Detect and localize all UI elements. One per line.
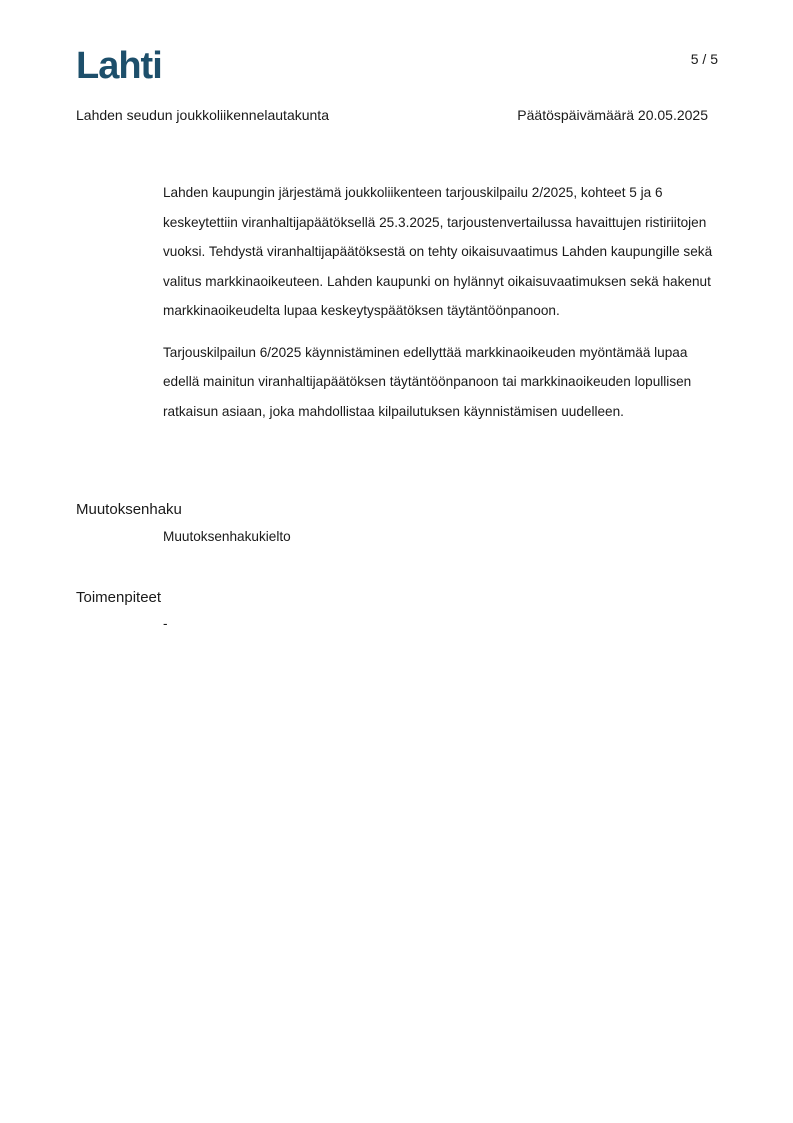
section-value-muutoksenhaku: Muutoksenhakukielto — [163, 529, 291, 544]
lahti-logo — [76, 44, 168, 84]
lahti-logo-mark — [76, 44, 168, 84]
section-heading-muutoksenhaku: Muutoksenhaku — [76, 501, 182, 518]
page-number: 5 / 5 — [690, 51, 718, 67]
section-value-toimenpiteet: - — [163, 616, 168, 631]
document-header — [76, 107, 708, 123]
section-heading-toimenpiteet: Toimenpiteet — [76, 589, 162, 606]
decision-body — [163, 178, 723, 438]
body-paragraph: Lahden kaupungin järjestämä joukkoliikenteen tarjouskilpailu 2/2025, kohteet 5 ja 6 keskeytettiin viranhaltijapäätöksellä 25.3.2025, tarjoustenvertailussa havaittujen ristiriitojen vuoksi. Tehdystä viranhaltijapäätöksestä on tehty oikaisuvaatimus Lahden kaupungille sekä valitus markkinaoikeuteen. Lahden kaupunki on hylännyt oikaisuvaatimuksen sekä hakenut markkinaoikeudelta lupaa keskeytyspäätöksen täytäntöönpanoon. — [163, 185, 713, 318]
organization-name: Lahden seudun joukkoliikennelautakunta — [76, 107, 329, 123]
body-paragraph: Tarjouskilpailun 6/2025 käynnistäminen edellyttää markkinaoikeuden myöntämää lupaa edellä mainitun viranhaltijapäätöksen täytäntöönpanoon tai markkinaoikeuden lopullisen ratkaisun asiaan, joka mahdollistaa kilpailutuksen käynnistämisen uudelleen. — [163, 344, 692, 419]
decision-date: Päätöspäivämäärä 20.05.2025 — [517, 107, 708, 123]
svg-text:Lahti: Lahti — [76, 45, 162, 84]
